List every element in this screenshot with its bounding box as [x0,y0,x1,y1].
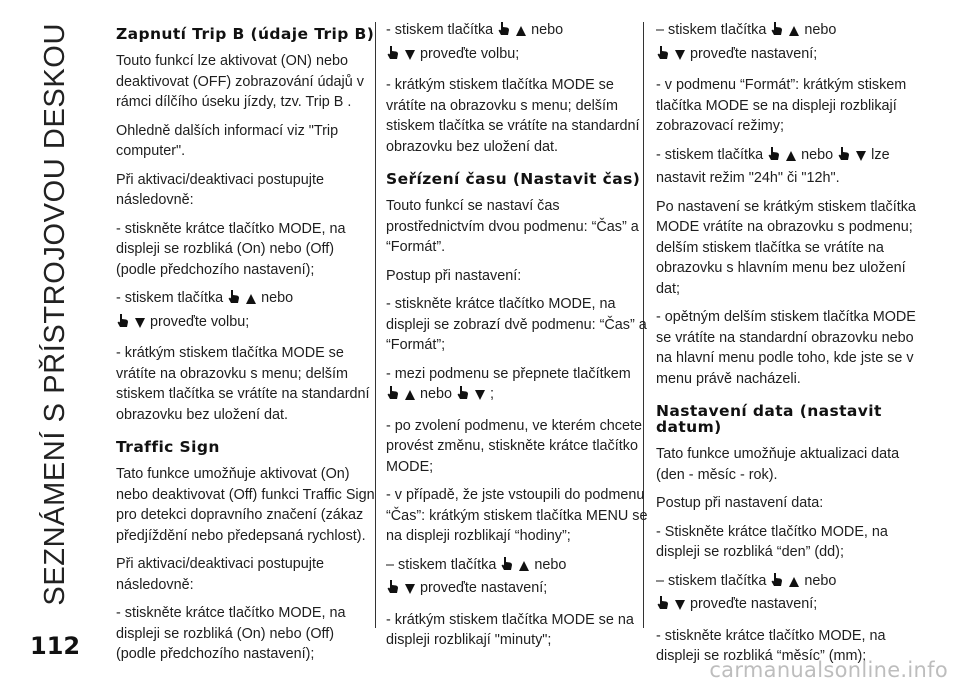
text: - stiskem tlačítka [656,146,764,163]
text: – stiskem tlačítka [656,572,767,589]
paragraph: - stiskněte krátce tlačítko MODE, na displeji se rozbliká (On) nebo (Off) (podle předchozího nastavení); [116,605,346,662]
paragraph-with-icons [656,20,918,67]
text: nebo [531,22,564,38]
paragraph: - Stiskněte krátce tlačítko MODE, na displeji se rozbliká “den” (dd); [656,523,888,560]
paragraph: - v podmenu “Formát”: krátkým stiskem tlačítka MODE se na displeji rozblikají zobrazovací režimy; [656,77,907,134]
page-number: 112 [30,632,81,660]
text: - stiskem tlačítka [386,22,494,38]
paragraph-with-icons [656,571,918,618]
paragraph: Touto funkcí se nastaví čas prostřednictvím dvou podmenu: “Čas” a “Formát”. [386,198,639,255]
text: – stiskem tlačítka [386,556,497,573]
paragraph-with-icons [386,20,648,67]
hand-press-icon [386,385,400,408]
heading-trip-b: Zapnutí Trip B (údaje Trip B) [116,25,375,43]
paragraph: - krátkým stiskem tlačítka MODE se vrátíte na obrazovku s menu; delším stiskem tlačítka se vrátíte na standardní obrazovku bez uložení dat. [386,77,640,155]
paragraph: Při aktivaci/deaktivaci postupujte následovně: [116,171,324,208]
hand-press-icon [227,289,241,312]
arrow-down-icon [674,47,686,68]
hand-press-icon [386,45,400,68]
paragraph-with-icons [386,364,648,408]
paragraph-with-icons [116,288,378,335]
paragraph: Po nastavení se krátkým stiskem tlačítka MODE vrátíte na obrazovku s podmenu; delším stiskem tlačítka se vrátíte na obrazovku s hlavním menu bez uložení dat; [656,198,916,297]
text: - mezi podmenu se přepnete tlačítkem [386,365,631,382]
paragraph: - stiskněte krátce tlačítko MODE, na displeji se rozbliká (On) nebo (Off) (podle předchozího nastavení); [116,220,346,278]
text: nebo [534,556,567,573]
hand-press-icon [837,146,851,169]
text: – stiskem tlačítka [656,22,767,38]
heading-set-date: Nastavení data (nastavit datum) [656,402,882,436]
text-column-1 [116,20,378,673]
paragraph: Ohledně dalších informací viz "Trip computer". [116,122,339,159]
section-title-text: SEZNÁMENÍ S PŘÍSTROJOVOU DESKOU [38,22,71,606]
text: proveďte nastavení; [690,45,818,62]
paragraph: - stiskněte krátce tlačítko MODE, na displeji se rozbliká “měsíc” (mm); [656,627,886,664]
paragraph: - opětným delším stiskem tlačítka MODE se vrátíte na standardní obrazovku nebo na hlavní menu podle toho, kde jste se v menu právě nacházeli. [656,309,916,387]
text: nebo [804,572,837,589]
hand-press-icon [770,572,784,595]
paragraph: Tato funkce umožňuje aktualizaci data (den - měsíc - rok). [656,446,900,483]
arrow-down-icon [855,148,867,169]
arrow-up-icon [518,558,530,579]
arrow-down-icon [404,47,416,68]
text: proveďte nastavení; [420,580,548,596]
arrow-up-icon [515,23,527,44]
text: lze nastavit režim "24h" či "12h". [656,146,890,186]
text-column-2 [386,20,648,659]
text: - stiskem tlačítka [116,290,224,306]
paragraph: Při aktivaci/deaktivaci postupujte následovně: [116,556,324,593]
watermark: carmanualsonline.info [709,658,948,682]
paragraph: - krátkým stiskem tlačítka MODE se na displeji rozblikají "minuty"; [386,611,634,648]
hand-press-icon [656,595,670,618]
text: proveďte volbu; [420,45,520,62]
paragraph: - v případě, že jste vstoupili do podmenu “Čas”: krátkým stiskem tlačítka MENU se na displeji rozblikají “hodiny”; [386,487,648,544]
hand-press-icon [116,313,130,336]
arrow-down-icon [474,387,486,408]
text-column-3 [656,20,918,675]
arrow-up-icon [788,574,800,595]
text: proveďte nastavení; [690,596,818,612]
text: nebo [804,22,837,38]
hand-press-icon [767,146,781,169]
text: nebo [801,146,834,163]
arrow-up-icon [785,148,797,169]
paragraph: Tato funkce umožňuje aktivovat (On) nebo deaktivovat (Off) funkci Traffic Sign pro detekci dopravního značení (zákaz předjíždění nebo předepsaná rychlost). [116,466,375,544]
paragraph: - po zvolení podmenu, ve kterém chcete provést změnu, stiskněte krátce tlačítko MODE; [386,417,642,475]
text: nebo [420,386,453,402]
arrow-up-icon [245,291,257,312]
arrow-up-icon [404,387,416,408]
arrow-down-icon [134,315,146,336]
heading-set-time: Seřízení času (Nastavit čas) [386,170,641,188]
text: proveďte volbu; [150,313,250,330]
paragraph-with-icons [386,555,648,602]
paragraph: - stiskněte krátce tlačítko MODE, na displeji se zobrazí dvě podmenu: “Čas” a “Formát”; [386,296,647,353]
hand-press-icon [656,45,670,68]
text: nebo [261,290,294,306]
text: ; [490,386,495,402]
hand-press-icon [770,21,784,44]
paragraph: Postup při nastavení: [386,267,522,284]
arrow-up-icon [788,23,800,44]
hand-press-icon [456,385,470,408]
hand-press-icon [500,556,514,579]
section-side-title [22,14,88,614]
paragraph-with-icons [656,145,918,189]
arrow-down-icon [674,597,686,618]
hand-press-icon [497,21,511,44]
paragraph: Postup při nastavení data: [656,495,824,511]
hand-press-icon [386,579,400,602]
paragraph: Touto funkcí lze aktivovat (ON) nebo deaktivovat (OFF) zobrazování údajů v rámci dílčího úseku jízdy, tzv. Trip B . [116,53,364,110]
heading-traffic-sign: Traffic Sign [116,438,220,456]
paragraph: - krátkým stiskem tlačítka MODE se vrátíte na obrazovku s menu; delším stiskem tlačítka se vrátíte na standardní obrazovku bez uložení dat. [116,345,370,423]
arrow-down-icon [404,581,416,602]
